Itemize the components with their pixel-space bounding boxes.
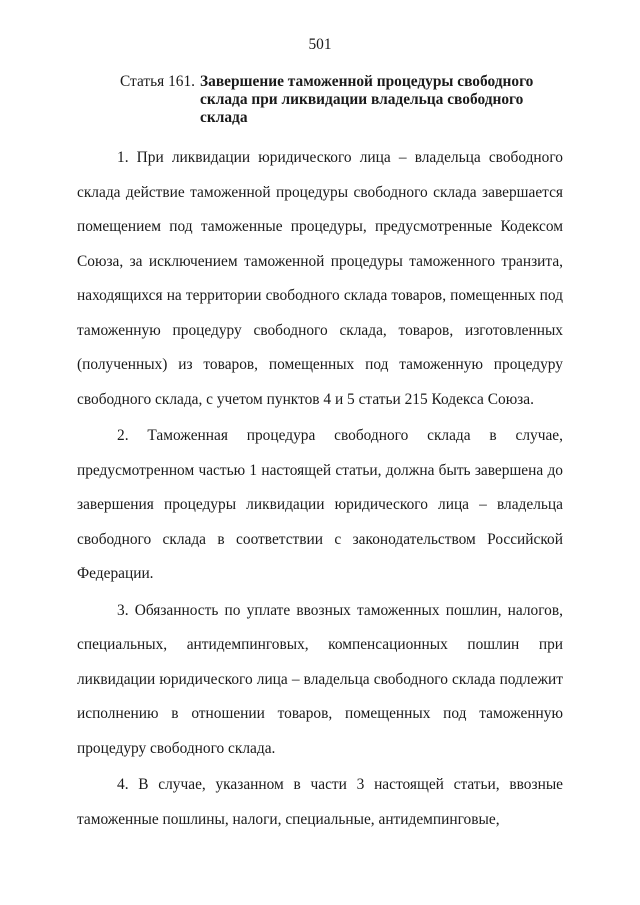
paragraph-2: 2. Таможенная процедура свободного склада в случае, предусмотренном частью 1 настоящей статьи, должна быть завершена до завершения процедуры ликвидации юридического лица – владельца свободного склада в соответствии с законодательством Российской Федерации. bbox=[77, 427, 563, 582]
article-label: Статья 161. bbox=[120, 73, 196, 90]
paragraph-1: 1. При ликвидации юридического лица – владельца свободного склада действие таможенной процедуры свободного склада завершается помещением под таможенные процедуры, предусмотренные Кодексом Союза, за исключением таможенной процедуры таможенного транзита, находящихся на территории свободного склада товаров, помещенных под таможенную процедуру свободного склада, товаров, изготовленных (полученных) из товаров, помещенных под таможенную процедуру свободного склада, с учетом пунктов 4 и 5 статьи 215 Кодекса Союза. bbox=[77, 149, 563, 408]
page-number: 501 bbox=[308, 36, 332, 53]
paragraph-4: 4. В случае, указанном в части 3 настоящей статьи, ввозные таможенные пошлины, налоги, специальные, антидемпинговые, bbox=[77, 776, 563, 828]
article-body bbox=[77, 141, 563, 837]
article-title: Завершение таможенной процедуры свободного склада при ликвидации владельца свободного склада bbox=[200, 73, 534, 126]
paragraph-3: 3. Обязанность по уплате ввозных таможенных пошлин, налогов, специальных, антидемпинговых, компенсационных пошлин при ликвидации юридического лица – владельца свободного склада подлежит исполнению в отношении товаров, помещенных под таможенную процедуру свободного склада. bbox=[77, 601, 563, 757]
article-heading bbox=[120, 73, 590, 127]
